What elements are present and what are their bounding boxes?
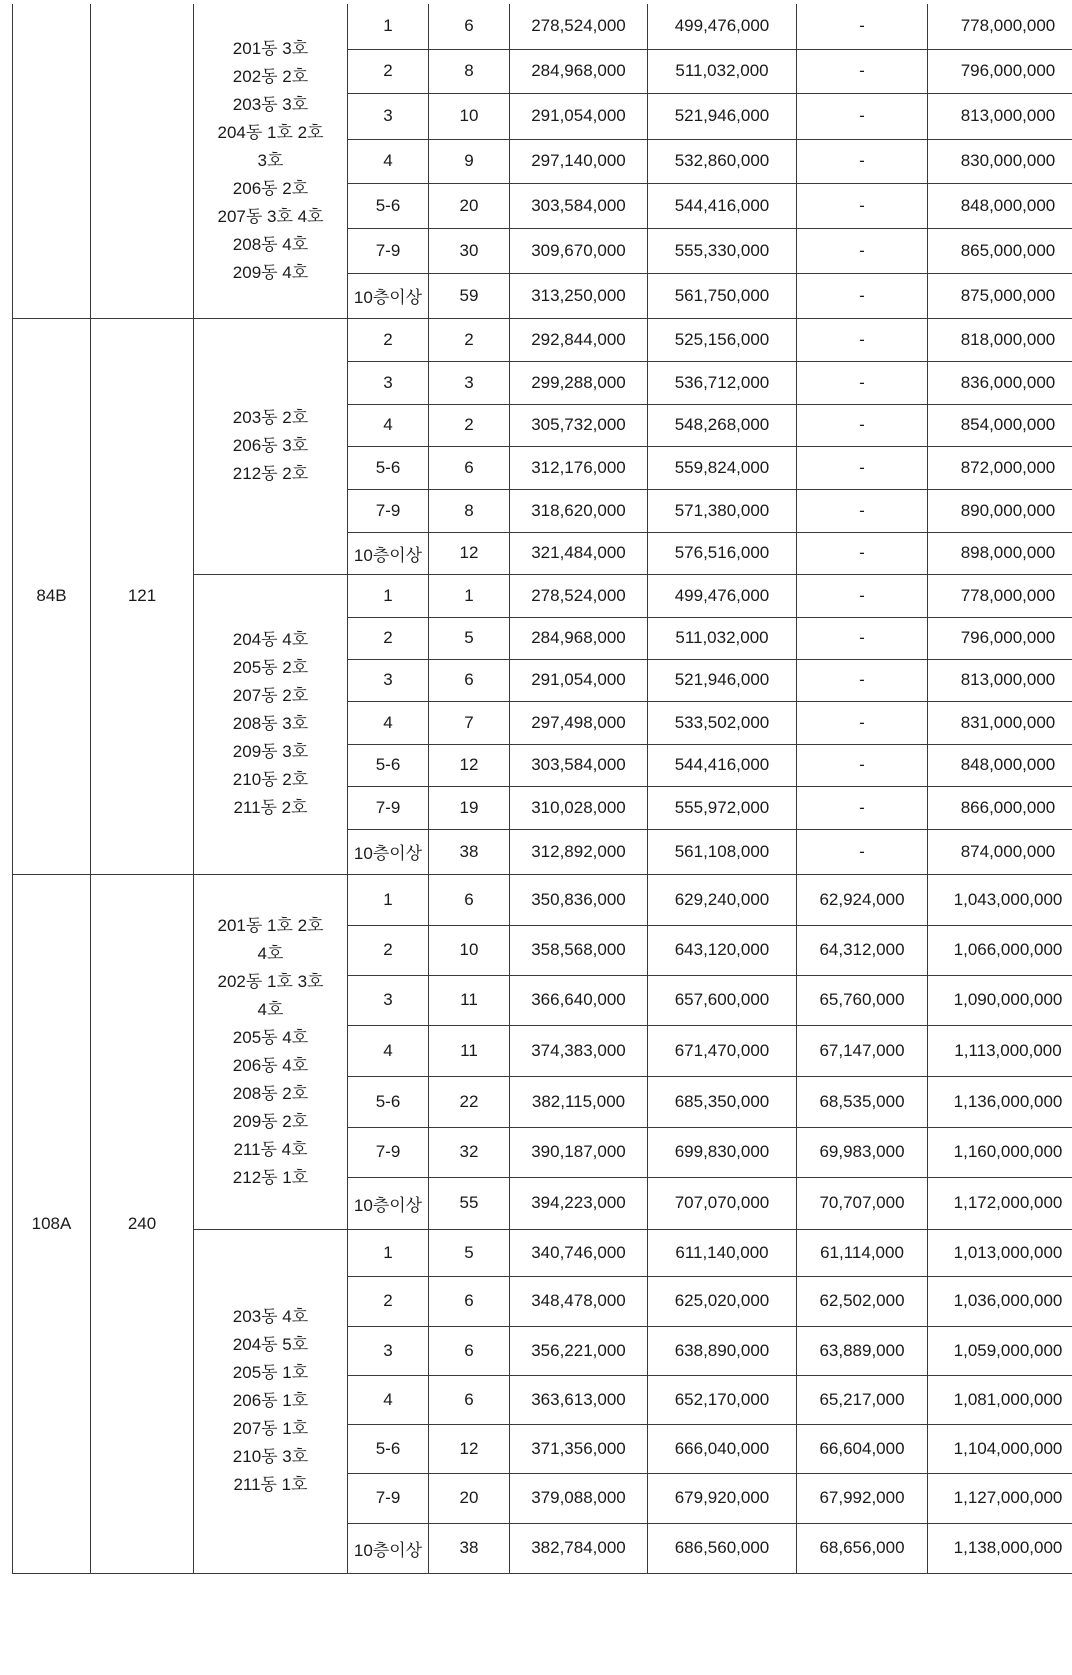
- vat-cell: 61,114,000: [797, 1229, 928, 1276]
- building-cell: 611,140,000: [648, 1229, 797, 1276]
- floor-cell: 10층이상: [348, 532, 429, 574]
- dong-line: 203동 4호: [232, 1307, 309, 1326]
- land-cell: 321,484,000: [510, 532, 648, 574]
- building-cell: 544,416,000: [648, 744, 797, 786]
- building-cell: 625,020,000: [648, 1276, 797, 1326]
- dong-line: 207동 3호 4호: [217, 206, 324, 226]
- dong-line: 209동 2호: [232, 1111, 309, 1131]
- land-cell: 291,054,000: [510, 93, 648, 139]
- floor-cell: 1: [348, 4, 429, 49]
- vat-cell: 63,889,000: [797, 1326, 928, 1375]
- floor-cell: 1: [348, 1229, 429, 1276]
- floor-cell: 7-9: [348, 786, 429, 829]
- price-table: [12, 4, 1072, 1574]
- dong-list-cell: [194, 4, 348, 318]
- dong-line: 4호: [257, 999, 284, 1019]
- building-cell: 525,156,000: [648, 318, 797, 361]
- building-cell: 643,120,000: [648, 925, 797, 975]
- total-cell: 875,000,000: [928, 273, 1072, 318]
- building-cell: 499,476,000: [648, 574, 797, 617]
- total-cell: 1,036,000,000: [928, 1276, 1072, 1326]
- floor-cell: 2: [348, 318, 429, 361]
- dong-line: 202동 2호: [232, 66, 309, 86]
- dong-line: 211동 1호: [233, 1475, 308, 1494]
- unit-type-cell: 84B: [13, 318, 91, 874]
- building-cell: 555,330,000: [648, 228, 797, 273]
- land-cell: 278,524,000: [510, 4, 648, 49]
- vat-cell: -: [797, 701, 928, 744]
- building-cell: 555,972,000: [648, 786, 797, 829]
- vat-cell: 64,312,000: [797, 925, 928, 975]
- building-cell: 652,170,000: [648, 1375, 797, 1424]
- vat-cell: -: [797, 404, 928, 446]
- dong-line: 201동 3호: [232, 38, 309, 58]
- count-cell: 6: [429, 659, 510, 701]
- total-cell: 1,090,000,000: [928, 975, 1072, 1025]
- total-cell: 830,000,000: [928, 139, 1072, 183]
- table-row: [13, 318, 1072, 361]
- land-cell: 348,478,000: [510, 1276, 648, 1326]
- floor-cell: 4: [348, 1025, 429, 1076]
- floor-cell: 10층이상: [348, 1177, 429, 1229]
- total-cell: 848,000,000: [928, 183, 1072, 228]
- total-cell: 872,000,000: [928, 446, 1072, 489]
- vat-cell: 69,983,000: [797, 1127, 928, 1177]
- dong-line: 204동 1호 2호: [217, 122, 324, 142]
- floor-cell: 3: [348, 1326, 429, 1375]
- building-cell: 666,040,000: [648, 1424, 797, 1473]
- floor-cell: 7-9: [348, 489, 429, 532]
- dong-line: 203동 2호: [232, 408, 309, 427]
- building-cell: 576,516,000: [648, 532, 797, 574]
- count-cell: 6: [429, 874, 510, 925]
- land-cell: 363,613,000: [510, 1375, 648, 1424]
- land-cell: 284,968,000: [510, 617, 648, 659]
- total-cell: 1,113,000,000: [928, 1025, 1072, 1076]
- land-cell: 292,844,000: [510, 318, 648, 361]
- vat-cell: -: [797, 744, 928, 786]
- count-cell: 59: [429, 273, 510, 318]
- vat-cell: -: [797, 4, 928, 49]
- dong-line: 206동 2호: [232, 178, 309, 198]
- total-cell: 890,000,000: [928, 489, 1072, 532]
- land-cell: 313,250,000: [510, 273, 648, 318]
- count-cell: 11: [429, 975, 510, 1025]
- land-cell: 305,732,000: [510, 404, 648, 446]
- dong-line: 210동 2호: [232, 770, 309, 789]
- building-cell: 685,350,000: [648, 1076, 797, 1127]
- floor-cell: 2: [348, 617, 429, 659]
- floor-cell: 5-6: [348, 183, 429, 228]
- dong-line: 209동 3호: [232, 742, 309, 761]
- dong-line: 205동 1호: [232, 1363, 309, 1382]
- vat-cell: -: [797, 183, 928, 228]
- dong-line: 206동 3호: [232, 436, 309, 455]
- vat-cell: 68,656,000: [797, 1523, 928, 1573]
- dong-line: 4호: [257, 943, 284, 963]
- dong-list-cell: [194, 874, 348, 1229]
- floor-cell: 4: [348, 404, 429, 446]
- count-cell: 30: [429, 228, 510, 273]
- total-cell: 813,000,000: [928, 659, 1072, 701]
- land-cell: 312,892,000: [510, 829, 648, 874]
- count-cell: 32: [429, 1127, 510, 1177]
- land-cell: 371,356,000: [510, 1424, 648, 1473]
- vat-cell: -: [797, 489, 928, 532]
- vat-cell: -: [797, 446, 928, 489]
- land-cell: 299,288,000: [510, 361, 648, 404]
- count-cell: 8: [429, 489, 510, 532]
- building-cell: 532,860,000: [648, 139, 797, 183]
- floor-cell: 7-9: [348, 1127, 429, 1177]
- building-cell: 671,470,000: [648, 1025, 797, 1076]
- dong-line: 205동 2호: [232, 658, 309, 677]
- vat-cell: 70,707,000: [797, 1177, 928, 1229]
- building-cell: 707,070,000: [648, 1177, 797, 1229]
- total-cell: 854,000,000: [928, 404, 1072, 446]
- dong-line: 211동 4호: [233, 1139, 308, 1159]
- land-cell: 318,620,000: [510, 489, 648, 532]
- count-cell: 20: [429, 183, 510, 228]
- dong-line: 204동 4호: [232, 630, 309, 649]
- land-cell: 358,568,000: [510, 925, 648, 975]
- total-cell: 813,000,000: [928, 93, 1072, 139]
- total-cell: 818,000,000: [928, 318, 1072, 361]
- vat-cell: -: [797, 532, 928, 574]
- dong-line: 208동 3호: [232, 714, 309, 733]
- count-cell: 12: [429, 532, 510, 574]
- building-cell: 499,476,000: [648, 4, 797, 49]
- total-cell: 898,000,000: [928, 532, 1072, 574]
- total-cell: 1,013,000,000: [928, 1229, 1072, 1276]
- count-cell: 5: [429, 1229, 510, 1276]
- land-cell: 390,187,000: [510, 1127, 648, 1177]
- vat-cell: 67,147,000: [797, 1025, 928, 1076]
- vat-cell: -: [797, 659, 928, 701]
- land-cell: 297,498,000: [510, 701, 648, 744]
- dong-line: 205동 4호: [232, 1027, 309, 1047]
- count-cell: 9: [429, 139, 510, 183]
- dong-line: 210동 3호: [232, 1447, 309, 1466]
- count-cell: 19: [429, 786, 510, 829]
- unit-type-cell: [13, 4, 91, 318]
- building-cell: 629,240,000: [648, 874, 797, 925]
- dong-line: 206동 4호: [232, 1055, 309, 1075]
- floor-cell: 3: [348, 361, 429, 404]
- land-cell: 382,115,000: [510, 1076, 648, 1127]
- land-cell: 303,584,000: [510, 744, 648, 786]
- building-cell: 533,502,000: [648, 701, 797, 744]
- dong-line: 206동 1호: [232, 1391, 309, 1410]
- dong-line: 212동 2호: [232, 464, 309, 483]
- land-cell: 340,746,000: [510, 1229, 648, 1276]
- land-cell: 278,524,000: [510, 574, 648, 617]
- floor-cell: 10층이상: [348, 273, 429, 318]
- building-cell: 657,600,000: [648, 975, 797, 1025]
- dong-line: 204동 5호: [232, 1335, 309, 1354]
- count-cell: 8: [429, 49, 510, 93]
- vat-cell: 66,604,000: [797, 1424, 928, 1473]
- building-cell: 561,750,000: [648, 273, 797, 318]
- count-cell: 6: [429, 1326, 510, 1375]
- total-cell: 836,000,000: [928, 361, 1072, 404]
- total-cell: 1,066,000,000: [928, 925, 1072, 975]
- land-cell: 382,784,000: [510, 1523, 648, 1573]
- count-cell: 12: [429, 744, 510, 786]
- land-cell: 303,584,000: [510, 183, 648, 228]
- dong-line: 3호: [257, 150, 284, 170]
- floor-cell: 3: [348, 659, 429, 701]
- total-cell: 1,081,000,000: [928, 1375, 1072, 1424]
- total-cell: 778,000,000: [928, 4, 1072, 49]
- dong-line: 209동 4호: [232, 262, 309, 282]
- total-cell: 865,000,000: [928, 228, 1072, 273]
- vat-cell: -: [797, 617, 928, 659]
- vat-cell: -: [797, 361, 928, 404]
- vat-cell: -: [797, 574, 928, 617]
- dong-line: 212동 1호: [232, 1167, 309, 1187]
- count-cell: 11: [429, 1025, 510, 1076]
- count-cell: 10: [429, 925, 510, 975]
- total-cell: 796,000,000: [928, 49, 1072, 93]
- count-cell: 38: [429, 1523, 510, 1573]
- vat-cell: -: [797, 93, 928, 139]
- land-cell: 379,088,000: [510, 1473, 648, 1523]
- building-cell: 521,946,000: [648, 93, 797, 139]
- dong-line: 211동 2호: [233, 798, 308, 817]
- floor-cell: 7-9: [348, 228, 429, 273]
- total-cell: 1,160,000,000: [928, 1127, 1072, 1177]
- count-cell: 55: [429, 1177, 510, 1229]
- floor-cell: 3: [348, 93, 429, 139]
- total-cell: 778,000,000: [928, 574, 1072, 617]
- count-cell: 7: [429, 701, 510, 744]
- building-cell: 638,890,000: [648, 1326, 797, 1375]
- building-cell: 571,380,000: [648, 489, 797, 532]
- land-cell: 312,176,000: [510, 446, 648, 489]
- price-table-container: [12, 4, 1072, 1574]
- vat-cell: 62,502,000: [797, 1276, 928, 1326]
- building-cell: 548,268,000: [648, 404, 797, 446]
- table-row: [13, 4, 1072, 49]
- building-cell: 686,560,000: [648, 1523, 797, 1573]
- building-cell: 536,712,000: [648, 361, 797, 404]
- count-cell: 1: [429, 574, 510, 617]
- building-cell: 699,830,000: [648, 1127, 797, 1177]
- building-cell: 544,416,000: [648, 183, 797, 228]
- count-cell: 5: [429, 617, 510, 659]
- floor-cell: 10층이상: [348, 829, 429, 874]
- total-cell: 874,000,000: [928, 829, 1072, 874]
- dong-line: 208동 2호: [232, 1083, 309, 1103]
- building-cell: 679,920,000: [648, 1473, 797, 1523]
- dong-list-cell: [194, 318, 348, 574]
- floor-cell: 4: [348, 701, 429, 744]
- table-row: [13, 874, 1072, 925]
- dong-line: 207동 1호: [232, 1419, 309, 1438]
- count-cell: 22: [429, 1076, 510, 1127]
- floor-cell: 5-6: [348, 1076, 429, 1127]
- vat-cell: 65,760,000: [797, 975, 928, 1025]
- dong-line: 208동 4호: [232, 234, 309, 254]
- vat-cell: -: [797, 829, 928, 874]
- floor-cell: 10층이상: [348, 1523, 429, 1573]
- total-cell: 1,104,000,000: [928, 1424, 1072, 1473]
- dong-list-cell: [194, 574, 348, 874]
- land-cell: 366,640,000: [510, 975, 648, 1025]
- building-cell: 561,108,000: [648, 829, 797, 874]
- count-cell: 2: [429, 318, 510, 361]
- vat-cell: -: [797, 49, 928, 93]
- land-cell: 297,140,000: [510, 139, 648, 183]
- count-cell: 3: [429, 361, 510, 404]
- count-cell: 10: [429, 93, 510, 139]
- total-cell: 831,000,000: [928, 701, 1072, 744]
- floor-cell: 7-9: [348, 1473, 429, 1523]
- vat-cell: 67,992,000: [797, 1473, 928, 1523]
- building-cell: 521,946,000: [648, 659, 797, 701]
- household-count-cell: [91, 4, 194, 318]
- vat-cell: -: [797, 273, 928, 318]
- vat-cell: -: [797, 139, 928, 183]
- land-cell: 356,221,000: [510, 1326, 648, 1375]
- floor-cell: 1: [348, 574, 429, 617]
- total-cell: 1,059,000,000: [928, 1326, 1072, 1375]
- vat-cell: 68,535,000: [797, 1076, 928, 1127]
- total-cell: 1,138,000,000: [928, 1523, 1072, 1573]
- vat-cell: 62,924,000: [797, 874, 928, 925]
- total-cell: 1,043,000,000: [928, 874, 1072, 925]
- dong-list-cell: [194, 1229, 348, 1573]
- floor-cell: 4: [348, 1375, 429, 1424]
- vat-cell: 65,217,000: [797, 1375, 928, 1424]
- dong-line: 202동 1호 3호: [217, 971, 324, 991]
- land-cell: 284,968,000: [510, 49, 648, 93]
- count-cell: 6: [429, 1276, 510, 1326]
- floor-cell: 2: [348, 925, 429, 975]
- land-cell: 310,028,000: [510, 786, 648, 829]
- floor-cell: 2: [348, 1276, 429, 1326]
- land-cell: 374,383,000: [510, 1025, 648, 1076]
- count-cell: 6: [429, 1375, 510, 1424]
- land-cell: 291,054,000: [510, 659, 648, 701]
- count-cell: 38: [429, 829, 510, 874]
- land-cell: 350,836,000: [510, 874, 648, 925]
- floor-cell: 4: [348, 139, 429, 183]
- building-cell: 559,824,000: [648, 446, 797, 489]
- count-cell: 6: [429, 4, 510, 49]
- floor-cell: 1: [348, 874, 429, 925]
- count-cell: 20: [429, 1473, 510, 1523]
- land-cell: 394,223,000: [510, 1177, 648, 1229]
- dong-line: 201동 1호 2호: [217, 915, 324, 935]
- total-cell: 1,172,000,000: [928, 1177, 1072, 1229]
- floor-cell: 2: [348, 49, 429, 93]
- household-count-cell: 240: [91, 874, 194, 1573]
- floor-cell: 5-6: [348, 744, 429, 786]
- floor-cell: 5-6: [348, 446, 429, 489]
- floor-cell: 3: [348, 975, 429, 1025]
- vat-cell: -: [797, 228, 928, 273]
- vat-cell: -: [797, 318, 928, 361]
- total-cell: 1,127,000,000: [928, 1473, 1072, 1523]
- count-cell: 12: [429, 1424, 510, 1473]
- vat-cell: -: [797, 786, 928, 829]
- dong-line: 203동 3호: [232, 94, 309, 114]
- total-cell: 866,000,000: [928, 786, 1072, 829]
- building-cell: 511,032,000: [648, 49, 797, 93]
- total-cell: 848,000,000: [928, 744, 1072, 786]
- total-cell: 796,000,000: [928, 617, 1072, 659]
- unit-type-cell: 108A: [13, 874, 91, 1573]
- count-cell: 2: [429, 404, 510, 446]
- land-cell: 309,670,000: [510, 228, 648, 273]
- dong-line: 207동 2호: [232, 686, 309, 705]
- floor-cell: 5-6: [348, 1424, 429, 1473]
- total-cell: 1,136,000,000: [928, 1076, 1072, 1127]
- household-count-cell: 121: [91, 318, 194, 874]
- building-cell: 511,032,000: [648, 617, 797, 659]
- count-cell: 6: [429, 446, 510, 489]
